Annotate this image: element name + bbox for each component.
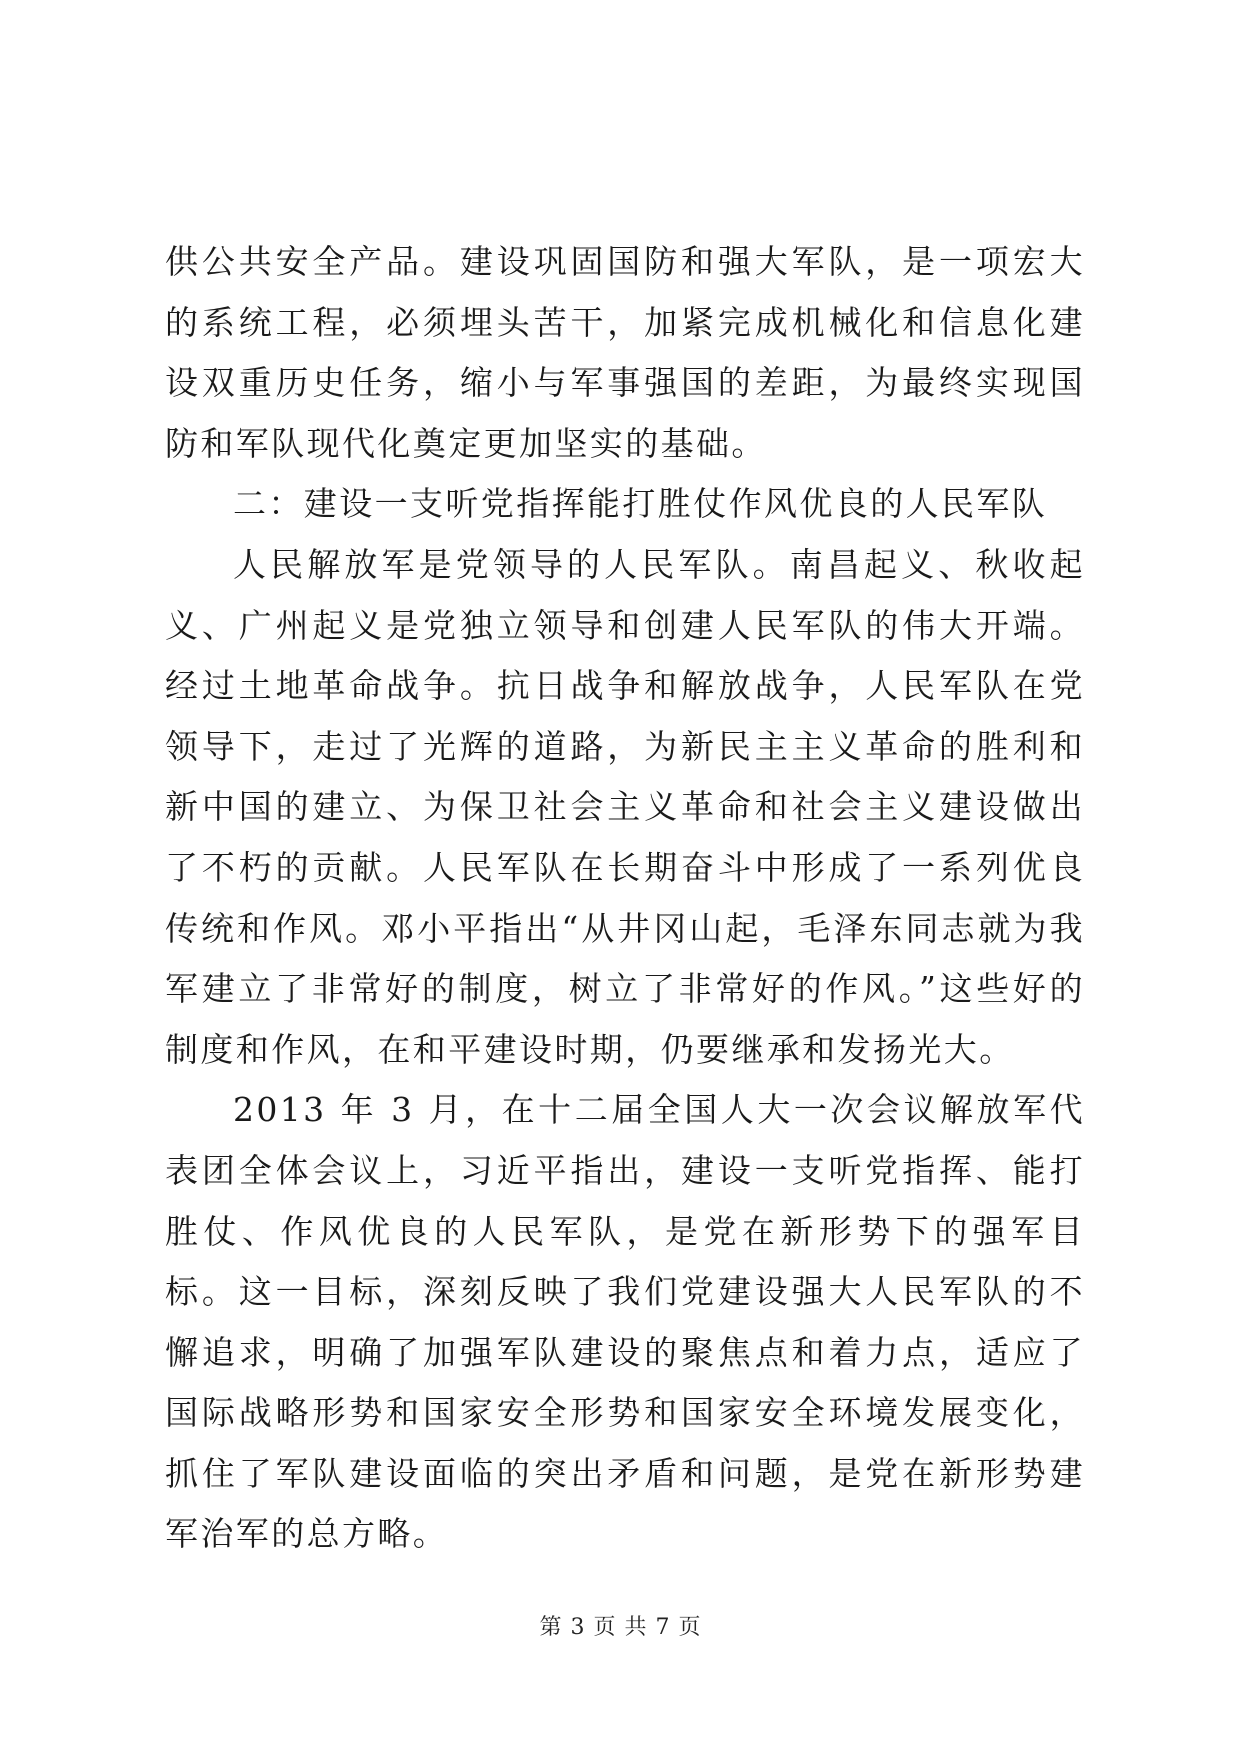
paragraph-history: 人民解放军是党领导的人民军队。南昌起义、秋收起义、广州起义是党独立领导和创建人民军队的伟大开端。经过土地革命战争。抗日战争和解放战争，人民军队在党领导下，走过了光辉的道路，为新民主主义革命的胜利和新中国的建立、为保卫社会主义革命和社会主义建设做出了不朽的贡献。人民军队在长期奋斗中形成了一系列优良传统和作风。邓小平指出“从井冈山起，毛泽东同志就为我军建立了非常好的制度，树立了非常好的作风。”这些好的制度和作风，在和平建设时期，仍要继承和发扬光大。 — [165, 544, 1085, 1069]
document-body — [165, 232, 1085, 1565]
paragraph-strong-army-goal: 2013 年 3 月，在十二届全国人大一次会议解放军代表团全体会议上，习近平指出，建设一支听党指挥、能打胜仗、作风优良的人民军队，是党在新形势下的强军目标。这一目标，深刻反映了我们党建设强大人民军队的不懈追求，明确了加强军队建设的聚焦点和着力点，适应了国际战略形势和国家安全形势和国家安全环境发展变化，抓住了军队建设面临的突出矛盾和问题，是党在新形势建军治军的总方略。 — [165, 1090, 1085, 1554]
page-number-footer: 第 3 页 共 7 页 — [539, 1615, 702, 1640]
section-heading: 二：建设一支听党指挥能打胜仗作风优良的人民军队 — [233, 484, 1048, 524]
paragraph-continuation: 供公共安全产品。建设巩固国防和强大军队，是一项宏大的系统工程，必须埋头苦干，加紧完成机械化和信息化建设双重历史任务，缩小与军事强国的差距，为最终实现国防和军队现代化奠定更加坚实的基础。 — [165, 242, 1085, 463]
